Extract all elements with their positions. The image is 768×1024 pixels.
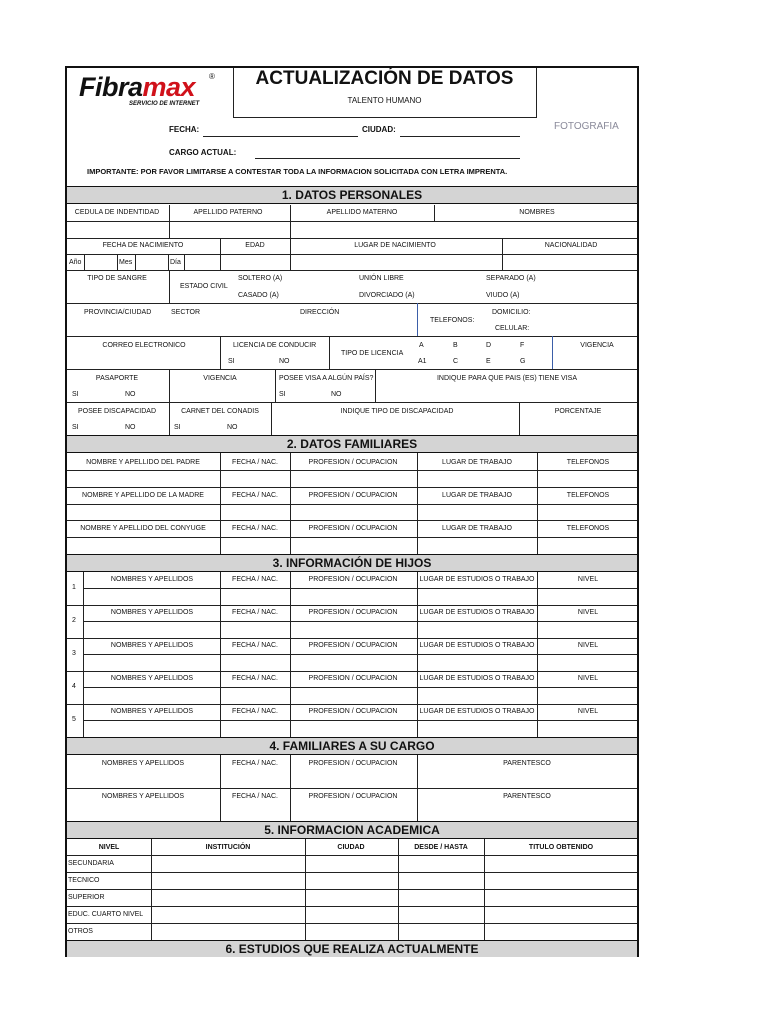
- fecha-field[interactable]: [203, 136, 358, 137]
- tipo-licencia-label: TIPO DE LICENCIA: [341, 350, 404, 357]
- pasaporte-no: NO: [125, 391, 136, 398]
- section-estudios-actuales: 6. ESTUDIOS QUE REALIZA ACTUALMENTE: [67, 940, 637, 957]
- viudo-option: VIUDO (A): [486, 292, 520, 299]
- importante-note: IMPORTANTE: POR FAVOR LIMITARSE A CONTESTAR TODA LA INFORMACION SOLICITADA CON LETRA IMPRENTA.: [87, 167, 508, 176]
- academica-row-label: EDUC. CUARTO NIVEL: [68, 911, 144, 918]
- licencia-c: C: [453, 358, 459, 365]
- conadis-no: NO: [227, 424, 238, 431]
- licencia-d: D: [486, 342, 492, 349]
- cargo-2-nombres-label: NOMBRES Y APELLIDOS: [101, 793, 185, 800]
- licencia-vigencia-label: VIGENCIA: [580, 342, 614, 349]
- madre-fecha-label: FECHA / NAC.: [232, 492, 278, 499]
- licencia-a: A: [419, 342, 424, 349]
- hijo-4-fecha-label: FECHA / NAC.: [232, 675, 278, 682]
- licencia-g: G: [520, 358, 526, 365]
- hijo-1-lugar-label: LUGAR DE ESTUDIOS O TRABAJO: [419, 576, 535, 583]
- academica-desde-label: DESDE / HASTA: [414, 844, 468, 851]
- lugar-nacimiento-label: LUGAR DE NACIMIENTO: [354, 242, 436, 249]
- licencia-b: B: [453, 342, 458, 349]
- conyuge-profesion-label: PROFESION / OCUPACION: [308, 525, 398, 532]
- licencia-si: SI: [228, 358, 235, 365]
- data-update-form: [65, 66, 639, 957]
- hijo-5-fecha-label: FECHA / NAC.: [232, 708, 278, 715]
- academica-titulo-label: TITULO OBTENIDO: [528, 844, 594, 851]
- visa-pais-label: INDIQUE PARA QUE PAIS (ES) TIENE VISA: [436, 375, 578, 382]
- cargo-1-parentesco-label: PARENTESCO: [503, 760, 551, 767]
- hijo-2-number: 2: [72, 617, 76, 624]
- hijo-4-profesion-label: PROFESION / OCUPACION: [308, 675, 398, 682]
- academica-nivel-label: NIVEL: [98, 844, 120, 851]
- hijo-2-fecha-label: FECHA / NAC.: [232, 609, 278, 616]
- conadis-si: SI: [174, 424, 181, 431]
- dia-label: Día: [170, 259, 181, 266]
- tipo-discapacidad-label: INDIQUE TIPO DE DISCAPACIDAD: [340, 408, 454, 415]
- visa-si: SI: [279, 391, 286, 398]
- union-libre-option: UNIÓN LIBRE: [359, 275, 404, 282]
- cargo-1-fecha-label: FECHA / NAC.: [232, 760, 278, 767]
- cargo-label: CARGO ACTUAL:: [169, 148, 237, 157]
- madre-label: NOMBRE Y APELLIDO DE LA MADRE: [82, 492, 204, 499]
- apellido-paterno-label: APELLIDO PATERNO: [193, 209, 263, 216]
- hijo-2-lugar-label: LUGAR DE ESTUDIOS O TRABAJO: [419, 609, 535, 616]
- licencia-a1: A1: [418, 358, 427, 365]
- pasaporte-label: PASAPORTE: [95, 375, 139, 382]
- visa-no: NO: [331, 391, 342, 398]
- academica-row-label: SUPERIOR: [68, 894, 105, 901]
- academica-row-label: OTROS: [68, 928, 93, 935]
- pasaporte-vigencia-label: VIGENCIA: [203, 375, 237, 382]
- logo-wordmark: [79, 70, 195, 104]
- hijo-5-nivel-label: NIVEL: [577, 708, 599, 715]
- form-title: ACTUALIZACIÓN DE DATOS: [255, 68, 514, 89]
- fecha-label: FECHA:: [169, 125, 200, 134]
- academica-row-label: TECNICO: [68, 877, 100, 884]
- logo-trademark: ®: [209, 72, 215, 81]
- divorciado-option: DIVORCIADO (A): [359, 292, 415, 299]
- casado-option: CASADO (A): [238, 292, 279, 299]
- ciudad-field[interactable]: [400, 136, 520, 137]
- padre-fecha-label: FECHA / NAC.: [232, 459, 278, 466]
- hijo-3-profesion-label: PROFESION / OCUPACION: [308, 642, 398, 649]
- ciudad-label: CIUDAD:: [362, 125, 396, 134]
- conadis-label: CARNET DEL CONADIS: [181, 408, 259, 415]
- academica-institucion-label: INSTITUCIÓN: [205, 844, 251, 851]
- madre-lugar-label: LUGAR DE TRABAJO: [442, 492, 512, 499]
- discapacidad-no: NO: [125, 424, 136, 431]
- hijo-1-nombres-label: NOMBRES Y APELLIDOS: [110, 576, 194, 583]
- padre-lugar-label: LUGAR DE TRABAJO: [442, 459, 512, 466]
- hijo-5-number: 5: [72, 716, 76, 723]
- cargo-1-profesion-label: PROFESION / OCUPACION: [308, 760, 398, 767]
- hijo-5-lugar-label: LUGAR DE ESTUDIOS O TRABAJO: [419, 708, 535, 715]
- licencia-e: E: [486, 358, 491, 365]
- apellido-materno-label: APELLIDO MATERNO: [326, 209, 398, 216]
- sector-label: SECTOR: [171, 309, 201, 316]
- cargo-2-profesion-label: PROFESION / OCUPACION: [308, 793, 398, 800]
- section-datos-personales: 1. DATOS PERSONALES: [67, 186, 637, 204]
- pasaporte-si: SI: [72, 391, 79, 398]
- hijo-1-number: 1: [72, 584, 76, 591]
- hijo-2-profesion-label: PROFESION / OCUPACION: [308, 609, 398, 616]
- hijo-4-number: 4: [72, 683, 76, 690]
- logo-tagline: SERVICIO DE INTERNET: [129, 101, 200, 107]
- telefonos-label: TELEFONOS:: [430, 317, 475, 324]
- hijo-5-profesion-label: PROFESION / OCUPACION: [308, 708, 398, 715]
- conyuge-lugar-label: LUGAR DE TRABAJO: [442, 525, 512, 532]
- hijo-3-fecha-label: FECHA / NAC.: [232, 642, 278, 649]
- licencia-label: LICENCIA DE CONDUCIR: [233, 342, 317, 349]
- hijo-4-nombres-label: NOMBRES Y APELLIDOS: [110, 675, 194, 682]
- cargo-2-parentesco-label: PARENTESCO: [503, 793, 551, 800]
- section-informacion-academica: 5. INFORMACION ACADEMICA: [67, 821, 637, 839]
- hijo-2-nombres-label: NOMBRES Y APELLIDOS: [110, 609, 194, 616]
- fecha-nacimiento-label: FECHA DE NACIMIENTO: [102, 242, 184, 249]
- domicilio-label: DOMICILIO:: [492, 309, 531, 316]
- section-familiares-cargo: 4. FAMILIARES A SU CARGO: [67, 737, 637, 755]
- padre-label: NOMBRE Y APELLIDO DEL PADRE: [86, 459, 200, 466]
- licencia-f: F: [520, 342, 525, 349]
- mes-label: Mes: [119, 259, 133, 266]
- visa-label: POSEE VISA A ALGÚN PAÍS?: [279, 375, 374, 382]
- tipo-sangre-label: TIPO DE SANGRE: [87, 275, 147, 282]
- section-datos-familiares: 2. DATOS FAMILIARES: [67, 435, 637, 453]
- separado-option: SEPARADO (A): [486, 275, 536, 282]
- cargo-2-fecha-label: FECHA / NAC.: [232, 793, 278, 800]
- form-subtitle: TALENTO HUMANO: [347, 96, 422, 105]
- provincia-label: PROVINCIA/CIUDAD: [84, 309, 152, 316]
- madre-profesion-label: PROFESION / OCUPACION: [308, 492, 398, 499]
- discapacidad-si: SI: [72, 424, 79, 431]
- hijo-5-nombres-label: NOMBRES Y APELLIDOS: [110, 708, 194, 715]
- cargo-field[interactable]: [255, 158, 520, 159]
- edad-label: EDAD: [245, 242, 265, 249]
- anio-label: Año: [69, 259, 82, 266]
- hijo-1-fecha-label: FECHA / NAC.: [232, 576, 278, 583]
- celular-label: CELULAR:: [495, 325, 530, 332]
- padre-telefonos-label: TELEFONOS: [566, 459, 610, 466]
- cargo-1-nombres-label: NOMBRES Y APELLIDOS: [101, 760, 185, 767]
- cedula-label: CEDULA DE INDENTIDAD: [74, 209, 160, 216]
- nombres-label: NOMBRES: [519, 209, 555, 216]
- logo-fibra: Fibra: [79, 72, 143, 102]
- padre-profesion-label: PROFESION / OCUPACION: [308, 459, 398, 466]
- photo-placeholder-label: FOTOGRAFIA: [554, 121, 619, 132]
- hijo-1-profesion-label: PROFESION / OCUPACION: [308, 576, 398, 583]
- company-logo: [79, 70, 219, 112]
- conyuge-telefonos-label: TELEFONOS: [566, 525, 610, 532]
- direccion-label: DIRECCIÓN: [300, 309, 340, 316]
- correo-label: CORREO ELECTRONICO: [102, 342, 186, 349]
- academica-row-label: SECUNDARIA: [68, 860, 114, 867]
- hijo-3-nivel-label: NIVEL: [577, 642, 599, 649]
- hijo-3-nombres-label: NOMBRES Y APELLIDOS: [110, 642, 194, 649]
- hijo-3-number: 3: [72, 650, 76, 657]
- soltero-option: SOLTERO (A): [238, 275, 283, 282]
- logo-max: max: [142, 72, 196, 102]
- hijo-4-nivel-label: NIVEL: [577, 675, 599, 682]
- conyuge-label: NOMBRE Y APELLIDO DEL CONYUGE: [80, 525, 206, 532]
- discapacidad-label: POSEE DISCAPACIDAD: [77, 408, 157, 415]
- academica-ciudad-label: CIUDAD: [337, 844, 365, 851]
- hijo-3-lugar-label: LUGAR DE ESTUDIOS O TRABAJO: [419, 642, 535, 649]
- nacionalidad-label: NACIONALIDAD: [544, 242, 598, 249]
- hijo-2-nivel-label: NIVEL: [577, 609, 599, 616]
- hijo-1-nivel-label: NIVEL: [577, 576, 599, 583]
- hijo-4-lugar-label: LUGAR DE ESTUDIOS O TRABAJO: [419, 675, 535, 682]
- madre-telefonos-label: TELEFONOS: [566, 492, 610, 499]
- porcentaje-label: PORCENTAJE: [554, 408, 602, 415]
- licencia-no: NO: [279, 358, 290, 365]
- estado-civil-label: ESTADO CIVIL: [180, 283, 228, 290]
- section-informacion-hijos: 3. INFORMACIÓN DE HIJOS: [67, 554, 637, 572]
- conyuge-fecha-label: FECHA / NAC.: [232, 525, 278, 532]
